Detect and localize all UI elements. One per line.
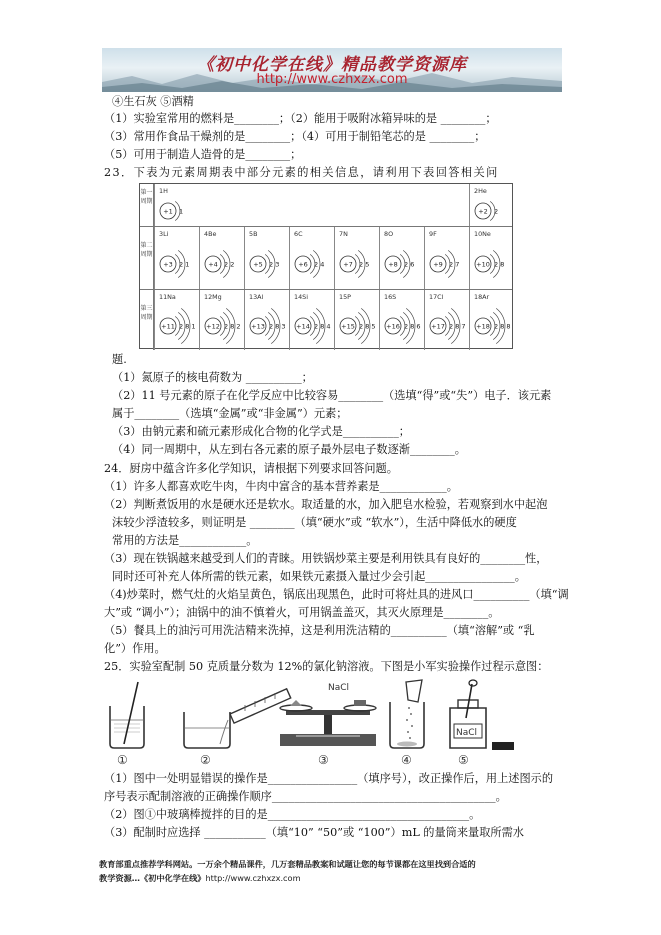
q23-sub2a: （2）11 号元素的原子在化学反应中比较容易________（选填“得”或“失”）电子．该元素: [112, 389, 552, 402]
nucleus-charge: +17: [431, 322, 445, 331]
q23-sub3: （3）由钠元素和硫元素形成化合物的化学式是__________；: [112, 425, 410, 438]
figure-label-2: ②: [200, 753, 211, 767]
q23-sub4: （4）同一周期中，从左到右各元素的原子最外层电子数逐渐________。: [112, 443, 466, 456]
element-symbol: 3Li: [159, 230, 169, 238]
element-cell: [199, 290, 244, 350]
electron-counts: 2: [494, 207, 499, 216]
footer-line1: 教育部重点推荐学科网站。一万余个精品课件，几万套精品教案和试题让您的每节课都在这里找到合适的: [99, 859, 476, 869]
element-symbol: 16S: [384, 293, 397, 301]
q25-sub1a: （1）图中一处明显错误的操作是________________（填序号），改正操作后，用上述图示的: [104, 772, 554, 785]
atom-structure-icon: [156, 196, 199, 226]
element-cell: [424, 290, 469, 350]
atom-structure-icon: [156, 239, 199, 289]
element-cell: [154, 184, 199, 226]
balance-nacl-label: NaCl: [328, 683, 350, 693]
electron-counts: 2 8 5: [359, 322, 376, 331]
reagent-bottle-icon: [450, 680, 514, 750]
bottle-nacl-label: NaCl: [456, 728, 478, 738]
nucleus-charge: +10: [476, 260, 490, 269]
periodic-table: [139, 183, 513, 349]
figure-label-1: ①: [117, 753, 128, 767]
figure-label-3: ③: [318, 753, 329, 767]
figure-label-5: ⑤: [458, 753, 469, 767]
electron-counts: 2 3: [269, 260, 280, 269]
q24-sub1: （1）许多人都喜欢吃牛肉，牛肉中富含的基本营养素是____________。: [104, 480, 458, 493]
q24-sub2a: （2）判断煮饭用的水是硬水还是软水。取适量的水，加入肥皂水检验，若观察到水中起泡: [104, 498, 548, 511]
element-symbol: 17Cl: [429, 293, 444, 301]
element-symbol: 4Be: [204, 230, 217, 238]
q24-sub4b: 大”或 “调小”）；油锅中的油不慎着火，可用锅盖盖灭，其灭火原理是________。: [104, 606, 500, 619]
footer-line2-prefix: 教学资源…《初中化学在线》: [99, 873, 206, 883]
element-cell: [334, 227, 379, 289]
nucleus-charge: +16: [386, 322, 400, 331]
electron-counts: 1: [179, 207, 184, 216]
element-symbol: 13Al: [249, 293, 264, 301]
figure-label-4: ④: [401, 753, 412, 767]
nucleus-charge: +8: [388, 260, 398, 269]
element-cell: [154, 227, 199, 289]
atom-structure-icon: [471, 239, 514, 289]
balance-weighing-icon: [280, 700, 376, 746]
q22-options: ④生石灰 ⑤酒精: [112, 95, 194, 108]
atom-structure-icon: [426, 302, 469, 350]
atom-structure-icon: [201, 239, 244, 289]
q22-line3: （5）可用于制造人造骨的是________；: [104, 148, 302, 161]
element-symbol: 2He: [474, 187, 487, 195]
page-footer: [99, 857, 579, 885]
atom-structure-icon: [426, 239, 469, 289]
nucleus-charge: +18: [476, 322, 490, 331]
nucleus-charge: +4: [208, 260, 218, 269]
q23-sub1: （1）氮原子的核电荷数为 __________；: [112, 371, 313, 384]
electron-counts: 2 4: [314, 260, 325, 269]
q23-stem-end: 题.: [112, 353, 127, 366]
lab-procedure-illustration: [100, 678, 580, 766]
nucleus-charge: +15: [341, 322, 355, 331]
nucleus-charge: +1: [163, 207, 173, 216]
element-symbol: 7N: [339, 230, 348, 238]
q24-sub2b: 沫较少浮渣较多，则证明是 ________（填“硬水”或 “软水”），生活中降低水的硬度: [112, 516, 517, 529]
nucleus-charge: +6: [298, 260, 308, 269]
period-2-label: 第二周期: [140, 227, 154, 289]
q25-sub3: （3）配制时应选择 ___________（填“10” “50”或 “100”）mL 的量筒来量取所需水: [104, 826, 524, 839]
element-cell: [244, 227, 289, 289]
atom-structure-icon: [246, 302, 289, 350]
pouring-salt-icon: [390, 680, 424, 748]
electron-counts: 2 8 2: [224, 322, 241, 331]
nucleus-charge: +14: [296, 322, 310, 331]
q25-stem: 25．实验室配制 50 克质量分数为 12%的氯化钠溶液。下图是小军实验操作过程示意图：: [104, 660, 549, 673]
atom-structure-icon: [201, 302, 244, 350]
period-3-label: 第三周期: [140, 290, 154, 350]
nucleus-charge: +12: [206, 322, 220, 331]
q24-sub5a: （5）餐具上的油污可用洗洁精来洗掉，这是利用洗洁精的__________（填“溶解”或 “乳: [104, 624, 535, 637]
element-cell: [244, 290, 289, 350]
atom-structure-icon: [336, 239, 379, 289]
nucleus-charge: +5: [253, 260, 263, 269]
atom-structure-icon: [336, 302, 379, 350]
electron-counts: 2 8 3: [269, 322, 286, 331]
q22-line1: （1）实验室常用的燃料是________；（2）能用于吸附冰箱异味的是 ________；: [104, 112, 497, 125]
electron-counts: 2 8 6: [404, 322, 421, 331]
element-cell: [469, 227, 514, 289]
q25-sub1b: 序号表示配制溶液的正确操作顺序________________________________________。: [104, 790, 507, 803]
atom-structure-icon: [156, 302, 199, 350]
electron-counts: 2 6: [404, 260, 415, 269]
q24-sub5b: 化”）作用。: [104, 642, 166, 655]
element-symbol: 8O: [384, 230, 394, 238]
electron-counts: 2 8 8: [494, 322, 511, 331]
q24-sub4a: （4)炒菜时，燃气灶的火焰呈黄色，锅底出现黑色，此时可将灶具的进风口__________（填“调: [104, 588, 569, 601]
electron-counts: 2 8 4: [314, 322, 331, 331]
atom-structure-icon: [246, 239, 289, 289]
banner-url[interactable]: http://www.czhxzx.com: [256, 72, 408, 87]
q24-sub3b: 同时还可补充人体所需的铁元素，如果铁元素摄入量过少会引起________________。: [112, 570, 526, 583]
q24-sub3a: （3）现在铁锅越来越受到人们的青睐。用铁锅炒菜主要是利用铁具有良好的________性，: [104, 552, 548, 565]
atom-structure-icon: [381, 302, 424, 350]
element-cell: [154, 290, 199, 350]
atom-structure-icon: [381, 239, 424, 289]
q22-line2: （3）常用作食品干燥剂的是________；（4）可用于制铅笔芯的是 ________；: [104, 130, 486, 143]
electron-counts: 2 1: [179, 260, 190, 269]
nucleus-charge: +7: [343, 260, 353, 269]
electron-counts: 2 2: [224, 260, 235, 269]
element-symbol: 14Si: [294, 293, 308, 301]
element-symbol: 15P: [339, 293, 351, 301]
nucleus-charge: +3: [163, 260, 173, 269]
q24-sub2c: 常用的方法是____________。: [112, 534, 258, 547]
element-symbol: 5B: [249, 230, 258, 238]
element-cell: [334, 290, 379, 350]
electron-counts: 2 8 7: [449, 322, 466, 331]
element-cell: [379, 227, 424, 289]
element-symbol: 11Na: [159, 293, 176, 301]
q23-sub2b: 属于________（选填“金属”或“非金属”）元素；: [112, 407, 348, 420]
element-symbol: 10Ne: [474, 230, 491, 238]
nucleus-charge: +9: [433, 260, 443, 269]
element-symbol: 1H: [159, 187, 168, 195]
period-1-label: 第一周期: [140, 184, 154, 226]
nucleus-charge: +2: [478, 207, 488, 216]
atom-structure-icon: [291, 239, 334, 289]
q23-stem: 23．下表为元素周期表中部分元素的相关信息，请利用下表回答相关问: [104, 166, 499, 179]
footer-url[interactable]: http://www.czhxzx.com: [205, 873, 301, 883]
beaker-stirring-icon: [110, 682, 144, 748]
element-cell: [469, 184, 514, 226]
element-symbol: 12Mg: [204, 293, 222, 301]
element-cell: [424, 227, 469, 289]
cylinder-pouring-icon: [184, 689, 291, 748]
element-symbol: 9F: [429, 230, 437, 238]
q25-sub2: （2）图①中玻璃棒搅拌的目的是____________________________________。: [104, 808, 481, 821]
header-banner: [102, 48, 562, 92]
electron-counts: 2 8: [494, 260, 505, 269]
element-cell: [199, 227, 244, 289]
nucleus-charge: +11: [161, 322, 175, 331]
atom-structure-icon: [471, 196, 514, 226]
atom-structure-icon: [291, 302, 334, 350]
element-cell: [289, 227, 334, 289]
atom-structure-icon: [471, 302, 514, 350]
electron-counts: 2 7: [449, 260, 460, 269]
electron-counts: 2 8 1: [179, 322, 196, 331]
element-symbol: 18Ar: [474, 293, 490, 301]
element-cell: [289, 290, 334, 350]
element-cell: [469, 290, 514, 350]
element-symbol: 6C: [294, 230, 303, 238]
element-cell: [379, 290, 424, 350]
banner-title: 《初中化学在线》精品教学资源库: [197, 55, 467, 75]
q24-stem: 24．厨房中蕴含许多化学知识，请根据下列要求回答问题。: [104, 462, 398, 475]
electron-counts: 2 5: [359, 260, 370, 269]
nucleus-charge: +13: [251, 322, 265, 331]
